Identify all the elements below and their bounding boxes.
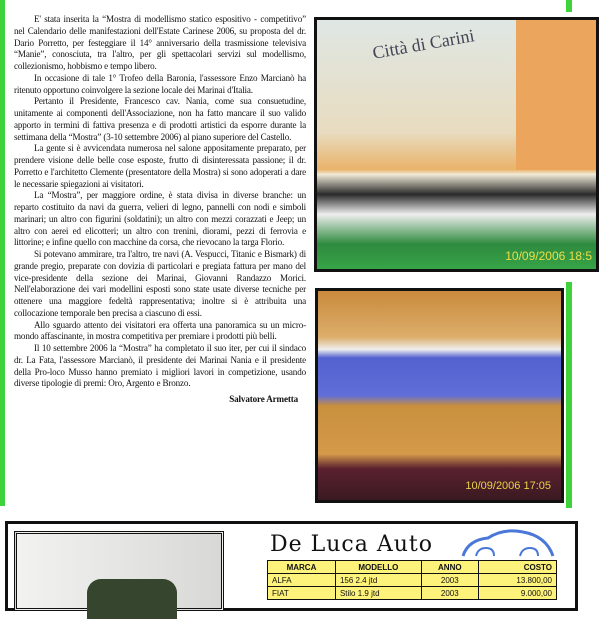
paragraph: Allo sguardo attento dei visitatori era offerta una panoramica su un micro-mondo affascinante, in mostra competitiva per premiare i prodotti più belli.	[14, 319, 306, 342]
table-row	[268, 587, 557, 600]
left-green-bar	[0, 0, 5, 506]
photo-timestamp: 10/09/2006 17:05	[465, 480, 551, 492]
cell: 13.800,00	[478, 574, 556, 587]
paragraph: La “Mostra”, per maggiore ordine, è stata divisa in diverse branche: un reparto costituito da navi da guerra, velieri di legno, pannelli con nodi e simboli marinari; un altro con figurini (soldatini); un altro con mezzi corazzati e Jeep; un altro con aerei ed elicotteri; un altro con trenini, diorami, pezzi di ferrovia e littorine; e infine quello con macchine da corsa, che rievocano la targa Florio.	[14, 190, 306, 248]
cell: 2003	[421, 574, 478, 587]
car-logo-icon	[458, 526, 558, 562]
paragraph: E' stata inserita la “Mostra di modellismo statico espositivo - competitivo” nel Calendario delle manifestazioni dell'Estate Carinese 2006, su proposta del dr. Dario Porretto, per festeggiare il 14° anniversario della trasmissione televisiva “Manie”, conosciuta, tra l'altro, per gli spettacolari servizi sul modellismo, collezionismo, hobbismo e tempo libero.	[14, 14, 306, 71]
right-green-bar	[566, 282, 572, 508]
cell: 9.000,00	[478, 587, 556, 600]
col-costo: COSTO	[478, 561, 556, 574]
car-dealer-ad	[5, 521, 578, 611]
photo-timestamp: 10/09/2006 18:5	[505, 249, 592, 263]
paragraph: Si potevano ammirare, tra l'altro, tre navi (A. Vespucci, Titanic e Bismark) di grande pregio, preparate con dovizia di particolari e pregiata fattura per mano del vice-presidente della sezione dei Marinai, Giovanni Randazzo Morici. Nell'elaborazione dei vari modellini esposti sono state usate diverse tecniche per ottenere una maggiore fedeltà rappresentativa; inoltre si è attribuita una collocazione temporale ben precisa a ciascuno di essi.	[14, 249, 306, 318]
author-signature: Salvatore Armetta	[229, 394, 298, 404]
cell: FIAT	[268, 587, 336, 600]
paragraph: Il 10 settembre 2006 la “Mostra” ha completato il suo iter, per cui il sindaco dr. La Fata, l'assessore Marcianò, il presidente dei Marinai Nania e il presidente della Pro-loco Musso hanno premiato i migliori lavori in competizione, usando diverse tipologie di premi: Oro, Argento e Bronzo.	[14, 343, 306, 389]
paragraph: Pertanto il Presidente, Francesco cav. Nania, come sua consuetudine, unitamente ai componenti dell'Associazione, non ha fatto mancare il suo valido apporto in termini di fattiva presenza e di prodotti artistici da esporre durante la settimana della “Mostra” (3-10 settembre 2006) al piano superiore del Castello.	[14, 96, 306, 142]
exhibition-photo	[315, 288, 564, 503]
cell: 2003	[421, 587, 478, 600]
price-table	[267, 560, 557, 600]
cell: 156 2.4 jtd	[335, 574, 421, 587]
col-anno: ANNO	[421, 561, 478, 574]
cell: ALFA	[268, 574, 336, 587]
paragraph: La gente si è avvicendata numerosa nel salone appositamente preparato, per prendere visione delle belle cose esposte, frutto di disinteressata passione; il dr. Porretto e l'architetto Clemente (presentatore della Mostra) si sono adoperati a dare le necessarie spiegazioni ai visitatori.	[14, 143, 306, 189]
photo-banner-text: Città di Carini	[370, 25, 476, 63]
showroom-photo	[14, 531, 224, 611]
table-row	[268, 574, 557, 587]
right-green-bar-top	[566, 0, 572, 12]
paragraph: In occasione di tale 1° Trofeo della Baronia, l'assessore Enzo Marcianò ha ritenuto opportuno coinvolgere la sezione locale dei Marinai d'Italia.	[14, 72, 306, 95]
col-marca: MARCA	[268, 561, 336, 574]
cell: Stilo 1.9 jtd	[335, 587, 421, 600]
table-header	[268, 561, 557, 574]
article-body	[14, 14, 306, 406]
col-modello: MODELLO	[335, 561, 421, 574]
dealer-name: De Luca Auto	[270, 532, 434, 557]
car-image	[87, 579, 177, 619]
photo-wall	[516, 20, 596, 170]
group-photo	[314, 17, 599, 272]
